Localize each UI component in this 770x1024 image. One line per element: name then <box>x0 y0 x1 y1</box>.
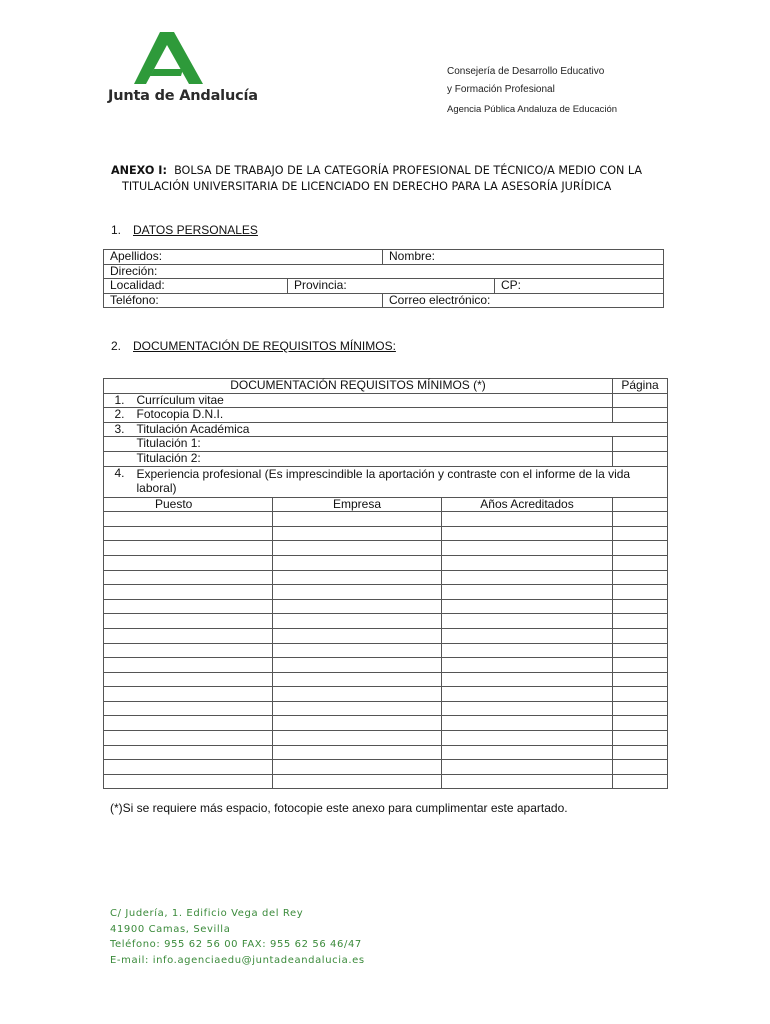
experience-row <box>104 570 668 585</box>
telefono-field[interactable]: Teléfono: <box>104 293 383 308</box>
experience-empresa-cell[interactable] <box>273 774 442 789</box>
column-anos-acreditados: Años Acreditados <box>442 497 613 512</box>
item-4-number: 4. <box>104 466 133 497</box>
document-title <box>111 163 671 195</box>
experience-pagina-cell[interactable] <box>613 687 668 702</box>
requirements-table <box>103 378 668 789</box>
experience-row <box>104 541 668 556</box>
experience-empresa-cell[interactable] <box>273 614 442 629</box>
experience-anos-cell[interactable] <box>442 541 613 556</box>
experience-row <box>104 731 668 746</box>
experience-row <box>104 512 668 527</box>
experience-row <box>104 760 668 775</box>
experience-anos-cell[interactable] <box>442 570 613 585</box>
experience-puesto-cell[interactable] <box>104 687 273 702</box>
experience-anos-cell[interactable] <box>442 643 613 658</box>
footnote: (*)Si se requiere más espacio, fotocopie este anexo para cumplimentar este apartado. <box>110 801 568 815</box>
section2-number: 2. <box>111 339 122 353</box>
experience-row <box>104 701 668 716</box>
experience-puesto-cell[interactable] <box>104 599 273 614</box>
experience-row <box>104 643 668 658</box>
experience-empresa-cell[interactable] <box>273 599 442 614</box>
experience-anos-cell[interactable] <box>442 701 613 716</box>
experience-row <box>104 599 668 614</box>
experience-pagina-cell[interactable] <box>613 760 668 775</box>
experience-puesto-cell[interactable] <box>104 555 273 570</box>
footer-line-2: 41900 Camas, Sevilla <box>110 923 231 935</box>
experience-puesto-cell[interactable] <box>104 614 273 629</box>
section1-number: 1. <box>111 223 122 237</box>
localidad-field[interactable]: Localidad: <box>104 279 288 294</box>
experience-empresa-cell[interactable] <box>273 701 442 716</box>
experience-empresa-cell[interactable] <box>273 526 442 541</box>
experience-puesto-cell[interactable] <box>104 643 273 658</box>
experience-puesto-cell[interactable] <box>104 658 273 673</box>
experience-puesto-cell[interactable] <box>104 745 273 760</box>
item-1-number: 1. <box>104 393 133 408</box>
experience-empresa-cell[interactable] <box>273 687 442 702</box>
logo-text: Junta de Andalucía <box>108 88 258 104</box>
experience-anos-cell[interactable] <box>442 512 613 527</box>
experience-empresa-cell[interactable] <box>273 643 442 658</box>
experience-pagina-cell[interactable] <box>613 672 668 687</box>
experience-anos-cell[interactable] <box>442 760 613 775</box>
experience-anos-cell[interactable] <box>442 526 613 541</box>
experience-puesto-cell[interactable] <box>104 512 273 527</box>
experience-empresa-cell[interactable] <box>273 745 442 760</box>
title-line-1: BOLSA DE TRABAJO DE LA CATEGORÍA PROFESIONAL DE TÉCNICO/A MEDIO CON LA <box>174 164 643 177</box>
experience-pagina-cell[interactable] <box>613 599 668 614</box>
experience-anos-cell[interactable] <box>442 716 613 731</box>
titulacion-1-page[interactable] <box>613 437 668 452</box>
experience-puesto-cell[interactable] <box>104 526 273 541</box>
item-3-number: 3. <box>104 422 133 437</box>
title-line-2: TITULACIÓN UNIVERSITARIA DE LICENCIADO EN DERECHO PARA LA ASESORÍA JURÍDICA <box>122 180 612 193</box>
correo-field[interactable]: Correo electrónico: <box>383 293 664 308</box>
personal-data-table <box>103 249 664 308</box>
provincia-field[interactable]: Provincia: <box>288 279 495 294</box>
experience-pagina-cell[interactable] <box>613 585 668 600</box>
experience-puesto-cell[interactable] <box>104 628 273 643</box>
experience-puesto-cell[interactable] <box>104 570 273 585</box>
agency-line-2: y Formación Profesional <box>447 84 555 95</box>
experience-empresa-cell[interactable] <box>273 541 442 556</box>
section2-label: DOCUMENTACIÓN DE REQUISITOS MÍNIMOS: <box>133 339 396 353</box>
titulacion-1-spacer <box>104 437 133 452</box>
experience-row <box>104 585 668 600</box>
experience-puesto-cell[interactable] <box>104 701 273 716</box>
experience-puesto-cell[interactable] <box>104 716 273 731</box>
experience-empresa-cell[interactable] <box>273 585 442 600</box>
experience-pagina-cell[interactable] <box>613 774 668 789</box>
experience-row <box>104 658 668 673</box>
experience-pagina-cell[interactable] <box>613 512 668 527</box>
experience-puesto-cell[interactable] <box>104 541 273 556</box>
experience-anos-cell[interactable] <box>442 774 613 789</box>
footer-address <box>110 906 365 968</box>
page-column-header: Página <box>613 379 668 394</box>
section1-heading <box>111 223 258 237</box>
experience-pagina-cell[interactable] <box>613 628 668 643</box>
section1-label: DATOS PERSONALES <box>133 223 258 237</box>
experience-anos-cell[interactable] <box>442 745 613 760</box>
experience-pagina-cell[interactable] <box>613 701 668 716</box>
agency-line-1: Consejería de Desarrollo Educativo <box>447 66 605 77</box>
experience-pagina-cell[interactable] <box>613 555 668 570</box>
title-prefix: ANEXO I: <box>111 164 167 177</box>
item-4-text: Experiencia profesional (Es imprescindible la aportación y contraste con el informe de la vida laboral) <box>133 466 668 497</box>
experience-pagina-cell[interactable] <box>613 745 668 760</box>
experience-row <box>104 716 668 731</box>
experience-anos-cell[interactable] <box>442 555 613 570</box>
experience-anos-cell[interactable] <box>442 672 613 687</box>
footer-line-3: Teléfono: 955 62 56 00 FAX: 955 62 56 46/47 <box>110 939 362 950</box>
experience-anos-cell[interactable] <box>442 628 613 643</box>
experience-pagina-cell[interactable] <box>613 570 668 585</box>
experience-anos-cell[interactable] <box>442 614 613 629</box>
item-1-text: Currículum vitae <box>133 393 613 408</box>
cp-field[interactable]: CP: <box>495 279 664 294</box>
item-1-page[interactable] <box>613 393 668 408</box>
experience-row <box>104 555 668 570</box>
experience-row <box>104 774 668 789</box>
titulacion-2-page[interactable] <box>613 451 668 466</box>
experience-row <box>104 687 668 702</box>
titulacion-1-field[interactable]: Titulación 1: <box>133 437 613 452</box>
experience-pagina-cell[interactable] <box>613 541 668 556</box>
direccion-field[interactable]: Direción: <box>104 264 664 279</box>
item-2-number: 2. <box>104 408 133 423</box>
titulacion-2-field[interactable]: Titulación 2: <box>133 451 613 466</box>
experience-pagina-cell[interactable] <box>613 614 668 629</box>
column-page-blank <box>613 497 668 512</box>
nombre-field[interactable]: Nombre: <box>383 250 664 265</box>
column-empresa: Empresa <box>273 497 442 512</box>
apellidos-field[interactable]: Apellidos: <box>104 250 383 265</box>
agency-line-3: Agencia Pública Andaluza de Educación <box>447 104 618 115</box>
experience-pagina-cell[interactable] <box>613 643 668 658</box>
experience-puesto-cell[interactable] <box>104 760 273 775</box>
experience-pagina-cell[interactable] <box>613 526 668 541</box>
experience-puesto-cell[interactable] <box>104 774 273 789</box>
experience-pagina-cell[interactable] <box>613 716 668 731</box>
experience-anos-cell[interactable] <box>442 658 613 673</box>
experience-row <box>104 745 668 760</box>
section2-heading <box>111 339 396 353</box>
experience-empresa-cell[interactable] <box>273 570 442 585</box>
experience-row <box>104 628 668 643</box>
experience-empresa-cell[interactable] <box>273 716 442 731</box>
experience-anos-cell[interactable] <box>442 585 613 600</box>
experience-anos-cell[interactable] <box>442 599 613 614</box>
item-2-page[interactable] <box>613 408 668 423</box>
item-3-text: Titulación Académica <box>133 422 668 437</box>
requirements-header: DOCUMENTACIÓN REQUISITOS MÍNIMOS (*) <box>104 379 613 394</box>
footer-line-1: C/ Judería, 1. Edificio Vega del Rey <box>110 908 304 919</box>
experience-empresa-cell[interactable] <box>273 760 442 775</box>
footer-line-4: E-mail: info.agenciaedu@juntadeandalucia.es <box>110 954 365 966</box>
experience-anos-cell[interactable] <box>442 731 613 746</box>
experience-empresa-cell[interactable] <box>273 731 442 746</box>
experience-puesto-cell[interactable] <box>104 672 273 687</box>
experience-empresa-cell[interactable] <box>273 512 442 527</box>
experience-pagina-cell[interactable] <box>613 731 668 746</box>
experience-empresa-cell[interactable] <box>273 555 442 570</box>
experience-empresa-cell[interactable] <box>273 628 442 643</box>
experience-pagina-cell[interactable] <box>613 658 668 673</box>
titulacion-2-spacer <box>104 451 133 466</box>
experience-row <box>104 672 668 687</box>
experience-puesto-cell[interactable] <box>104 585 273 600</box>
item-2-text: Fotocopia D.N.I. <box>133 408 613 423</box>
experience-row <box>104 614 668 629</box>
experience-row <box>104 526 668 541</box>
column-puesto: Puesto <box>104 497 273 512</box>
experience-empresa-cell[interactable] <box>273 658 442 673</box>
experience-empresa-cell[interactable] <box>273 672 442 687</box>
experience-puesto-cell[interactable] <box>104 731 273 746</box>
experience-anos-cell[interactable] <box>442 687 613 702</box>
